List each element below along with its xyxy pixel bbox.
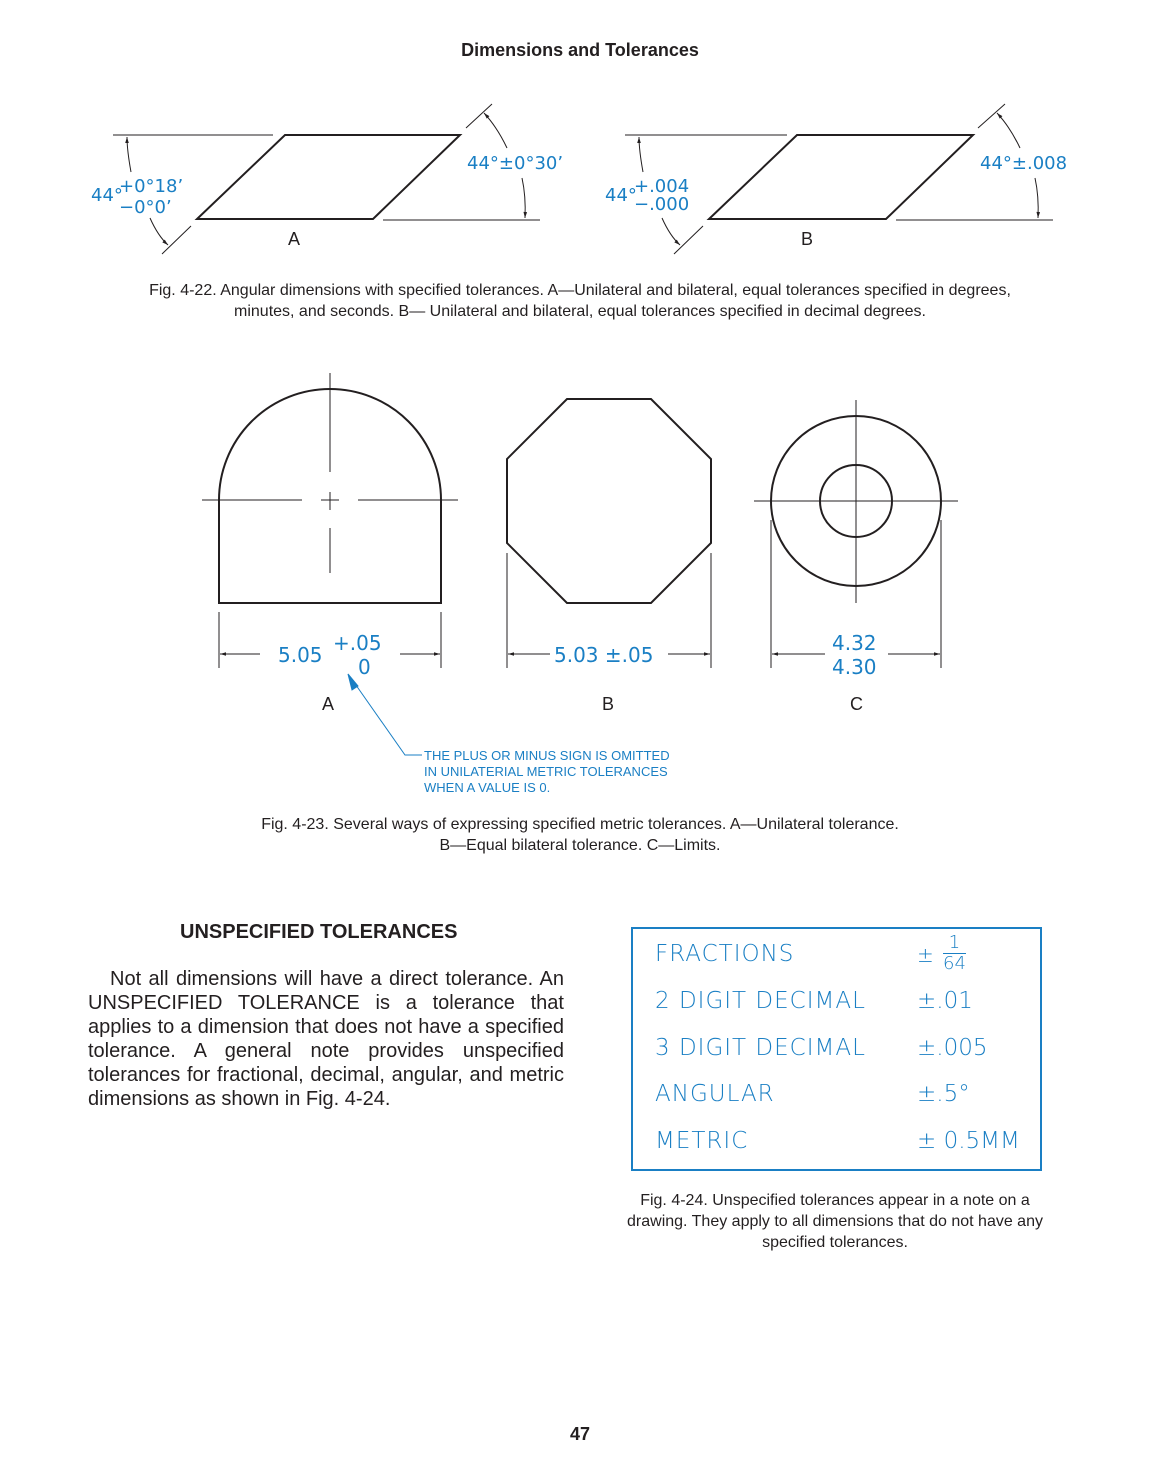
caption-line: drawing. They apply to all dimensions that do not have any	[627, 1213, 1043, 1230]
leader-line	[351, 678, 422, 755]
row-label: 2 DIGIT DECIMAL	[655, 988, 866, 1014]
fig23-b-label: B	[602, 694, 615, 714]
note-line: THE PLUS OR MINUS SIGN IS OMITTED	[424, 748, 670, 763]
body-paragraph: Not all dimensions will have a direct tolerance. An UNSPECIFIED TOLERANCE is a tolerance that applies to a dimension that does not have a specified tolerance. A general note provides unspecified tolerances for fractional, decimal, angular, and metric dimensions as shown in Fig. 4-24.	[88, 968, 564, 1110]
row-label: METRIC	[655, 1128, 749, 1154]
note-line: WHEN A VALUE IS 0.	[424, 780, 551, 795]
fig23-note	[424, 748, 670, 796]
fraction-denominator: 64	[943, 953, 966, 974]
fig23-a-minus: 0	[358, 655, 371, 679]
row-value: ±.005	[917, 1035, 988, 1061]
section-heading: UNSPECIFIED TOLERANCES	[180, 921, 458, 943]
fig22-b-drawing	[625, 104, 1053, 254]
fig23-c-label: C	[850, 694, 863, 714]
fig22-a-left-base: 44°	[91, 185, 123, 206]
fig24-caption	[600, 1190, 1070, 1253]
section-body	[88, 967, 564, 1111]
fig23-b-drawing	[507, 399, 711, 668]
row-value: ± 0.5MM	[917, 1128, 1020, 1154]
fig22-a-left-minus: −0°0’	[119, 197, 172, 218]
row-label: 3 DIGIT DECIMAL	[655, 1035, 866, 1061]
fig22-b-left-base: 44°	[605, 185, 637, 206]
caption-line: Fig. 4-24. Unspecified tolerances appear in a note on a	[640, 1192, 1030, 1209]
page-number: 47	[569, 1424, 591, 1444]
fig22-a-right: 44°±0°30’	[467, 153, 564, 174]
row-label: ANGULAR	[655, 1081, 775, 1107]
fig22-b-left-plus: +.004	[634, 176, 690, 197]
caption-line: B—Equal bilateral tolerance. C—Limits.	[439, 837, 721, 854]
fig22-a-label: A	[288, 229, 301, 249]
fig23-caption	[0, 814, 1149, 856]
fig23-b-value: 5.03 ±.05	[554, 643, 654, 667]
row-label: FRACTIONS	[655, 941, 795, 967]
fig22-b-label: B	[801, 229, 814, 249]
row-value: ±.01	[917, 988, 973, 1014]
fraction-numerator: 1	[943, 933, 966, 954]
note-line: IN UNILATERIAL METRIC TOLERANCES	[424, 764, 668, 779]
tolerance-note-box	[631, 927, 1042, 1171]
fig23-a-drawing	[202, 373, 458, 668]
fig22-b-right: 44°±.008	[980, 153, 1068, 174]
fig22-caption	[0, 280, 1149, 322]
fig23-c-lower: 4.30	[832, 655, 877, 679]
fig23-a-label: A	[322, 694, 335, 714]
caption-line: specified tolerances.	[762, 1234, 908, 1251]
fraction	[943, 933, 966, 974]
row-value: ±.5°	[917, 1081, 970, 1107]
caption-line: minutes, and seconds. B— Unilateral and bilateral, equal tolerances specified in decimal degrees.	[234, 303, 926, 320]
fig22-a-left-plus: +0°18’	[119, 176, 184, 197]
fig22-b-left-minus: −.000	[634, 194, 690, 215]
fig23-a-plus: +.05	[333, 631, 382, 655]
caption-line: Fig. 4-22. Angular dimensions with specified tolerances. A—Unilateral and bilateral, equal tolerances specified in degrees,	[149, 282, 1011, 299]
row-value: ±	[917, 943, 934, 967]
running-header: Dimensions and Tolerances	[461, 40, 699, 60]
caption-line: Fig. 4-23. Several ways of expressing specified metric tolerances. A—Unilateral tolerance.	[261, 816, 899, 833]
fig23-c-drawing	[754, 400, 958, 668]
fig23-a-base: 5.05	[278, 643, 323, 667]
fig23-c-upper: 4.32	[832, 631, 877, 655]
